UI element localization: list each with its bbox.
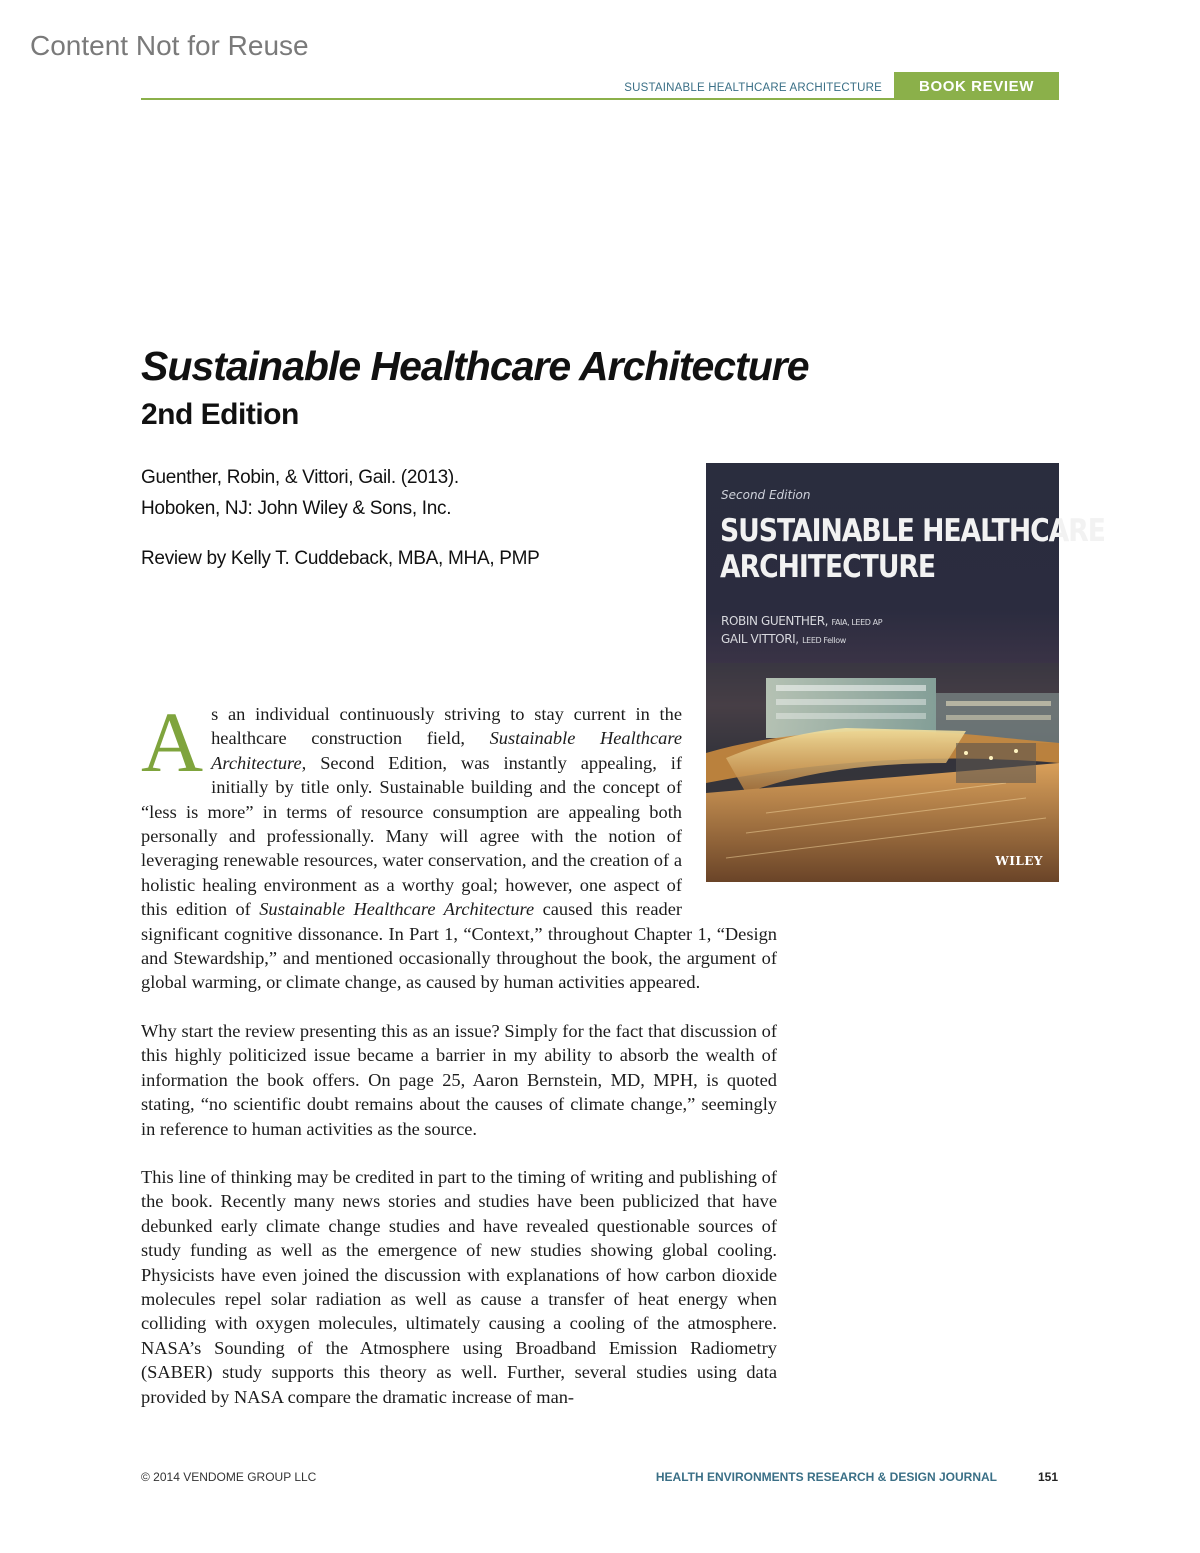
- footer-copyright: © 2014 VENDOME GROUP LLC: [141, 1470, 317, 1484]
- cover-float-spacer: [682, 702, 777, 902]
- book-citation: [141, 462, 459, 524]
- cover-title-line1: SUSTAINABLE HEALTHCARE: [720, 513, 1105, 549]
- watermark-text: Content Not for Reuse: [30, 30, 309, 61]
- body-paragraph-1: [141, 694, 777, 995]
- footer-journal-name: HEALTH ENVIRONMENTS RESEARCH & DESIGN JOURNAL: [655, 1470, 997, 1484]
- body-paragraph-2: Why start the review presenting this as an issue? Simply for the fact that discussion of this highly politicized issue became a barrier in my ability to absorb the wealth of information the book offers. On page 25, Aaron Bernstein, MD, MPH, is quoted stating, “no scientific doubt remains about the causes of climate change,” seemingly in reference to human activities as the source.: [141, 1020, 777, 1139]
- cover-author-1-credentials: FAIA, LEED AP: [831, 618, 883, 627]
- cover-author-2: [721, 631, 882, 649]
- cover-author-1: [721, 613, 882, 631]
- citation-authors-line: Guenther, Robin, & Vittori, Gail. (2013).: [141, 467, 459, 488]
- page-number: 151: [1037, 1470, 1058, 1484]
- cover-title: [720, 513, 1105, 585]
- cover-author-2-credentials: LEED Fellow: [802, 636, 846, 645]
- cover-publisher-logo: WILEY: [995, 854, 1043, 868]
- section-badge: BOOK REVIEW: [894, 72, 1059, 100]
- body-p1-text-b: Second Edition, was instantly appealing, if initially by title only. Sustainable building and the concept of “less is more” in terms of resource consumption are appealing both personally and professionally. Many will agree with the notion of leveraging renewable resources, water conservation, and the creation of a holistic healing environment as a worthy goal; however, one aspect of this edition of: [141, 752, 682, 920]
- body-paragraph-3: This line of thinking may be credited in part to the timing of writing and publishing of the book. Recently many news stories and studies have been publicized that have debunked early climate change studies and have revealed questionable sources of study funding as well as the emergence of new studies showing global cooling. Physicists have even joined the discussion with explanations of how carbon dioxide molecules repel solar radiation as well as cause a transfer of heat energy when colliding with oxygen molecules, ultimately causing a cooling of the atmosphere. NASA’s Sounding of the Atmosphere using Broadband Emission Radiometry (SABER) study supports this theory as well. Further, several studies using data provided by NASA compare the dramatic increase of man-: [141, 1166, 777, 1407]
- cover-authors: [721, 613, 882, 649]
- drop-cap: A: [141, 694, 204, 790]
- article-subtitle: 2nd Edition: [141, 398, 299, 431]
- body-p1-text-c: caused this reader significant cognitive dissonance. In Part 1, “Context,” throughout Chapter 1, “Design and Stewardship,” and mentioned occasionally throughout the book, the argument of global warming, or climate change, as caused by human activities appeared.: [141, 899, 777, 993]
- cover-title-line2: ARCHITECTURE: [720, 549, 936, 585]
- running-header-section: SUSTAINABLE HEALTHCARE ARCHITECTURE: [624, 82, 882, 94]
- header-divider: [141, 98, 1059, 100]
- cover-edition-label: Second Edition: [721, 488, 811, 502]
- body-p1-text-a: s an individual continuously striving to stay current in the healthcare construction field,: [211, 704, 682, 749]
- cover-author-1-name: ROBIN GUENTHER,: [721, 614, 829, 628]
- citation-publisher-line: Hoboken, NJ: John Wiley & Sons, Inc.: [141, 498, 452, 519]
- reviewer-byline: Review by Kelly T. Cuddeback, MBA, MHA, PMP: [141, 548, 540, 569]
- body-p1-book-title-1: Sustainable Healthcare Architecture,: [211, 728, 682, 773]
- cover-author-2-name: GAIL VITTORI,: [721, 632, 799, 646]
- body-p1-book-title-2: Sustainable Healthcare Architecture: [259, 899, 535, 920]
- article-body: [141, 694, 777, 1409]
- article-title: Sustainable Healthcare Architecture: [141, 343, 809, 389]
